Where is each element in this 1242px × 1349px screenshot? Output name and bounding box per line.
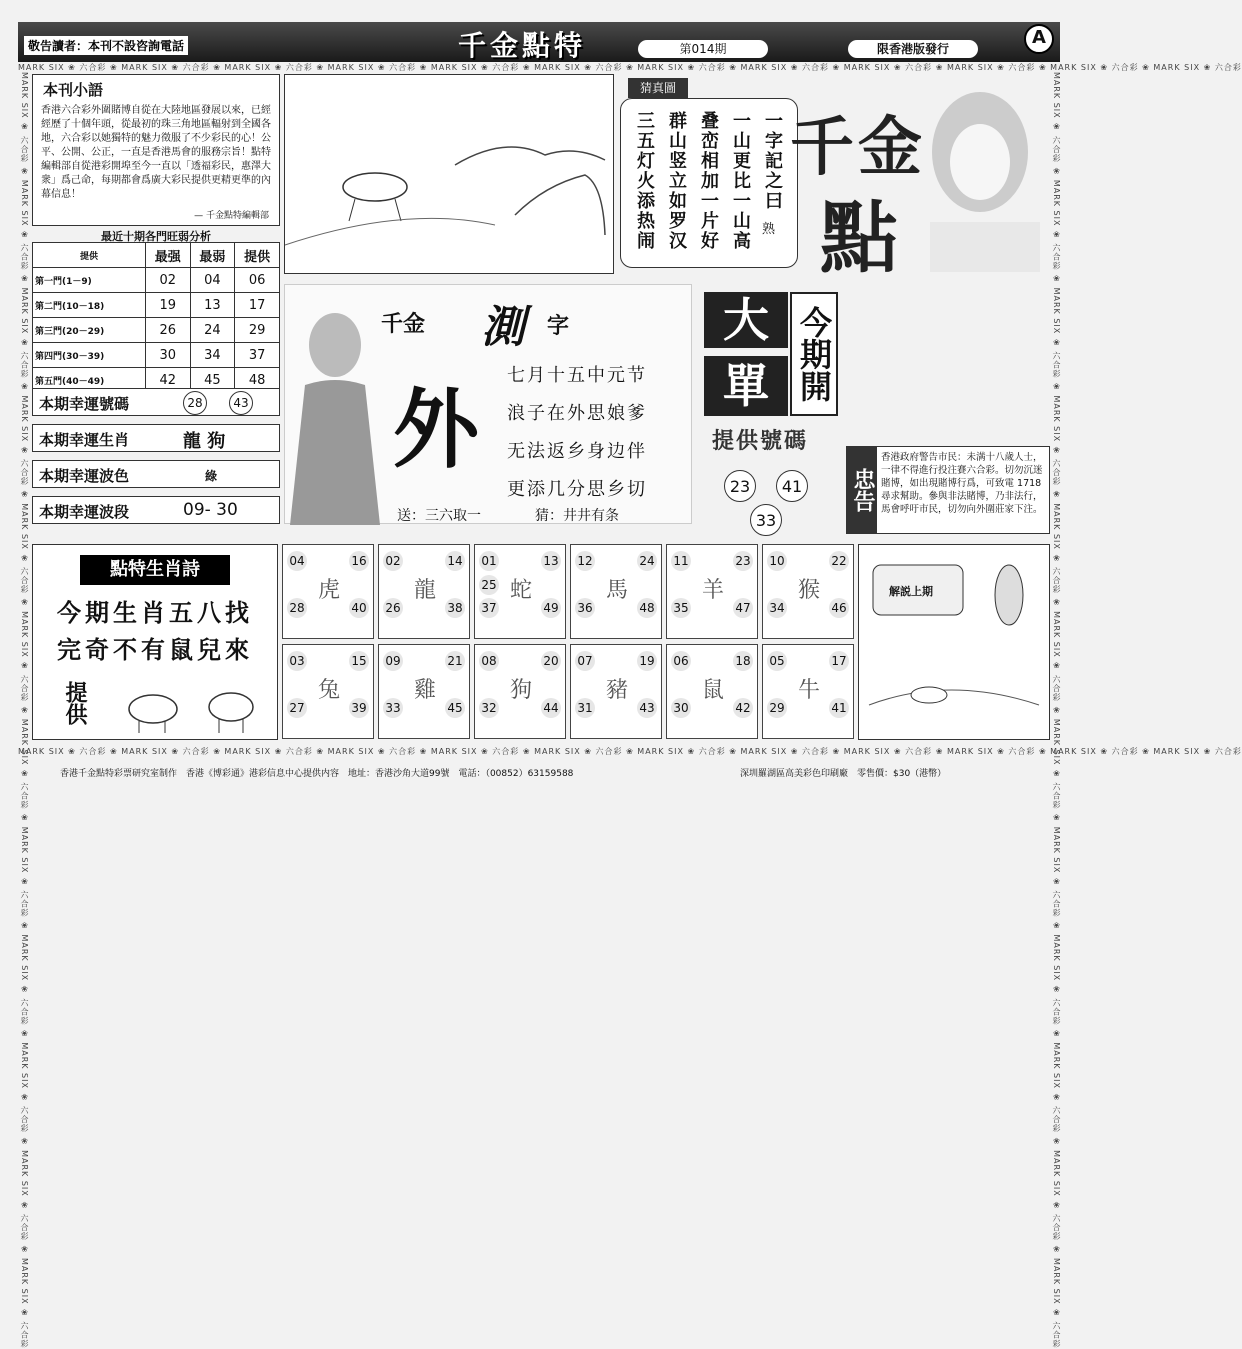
table-row: 第三門(20－29) 26 24 29: [33, 318, 280, 343]
zodiac-animal-icon: 猴: [797, 578, 820, 603]
big-pick-ball: 41: [776, 470, 808, 502]
zodiac-number: 32: [479, 698, 499, 718]
cezi-title: 千金: [381, 312, 426, 337]
zodiac-number: 40: [349, 598, 369, 618]
big-pick-ball: 33: [750, 504, 782, 536]
zodiac-number: 45: [445, 698, 465, 718]
riddle-line: 一字記之曰: [762, 111, 783, 211]
intro-body: 香港六合彩外圍賭博自從在大陸地區發展以來，已經經歷了十個年頭，從最初的珠三角地區輻射到全國各地，六合彩以她獨特的魅力徵服了不少彩民的心！公平、公開、公正，一直是香港馬會的服務宗旨！點特編輯部自從港彩開埠至今一直以「透福彩民，惠澤大衆」爲己命，每期都會爲廣大彩民提供更精更準的內幕信息！: [41, 105, 271, 200]
this-issue-label: 今期開: [790, 292, 838, 416]
lucky-color-row: [32, 460, 280, 488]
table-row: 第二門(10－18) 19 13 17: [33, 293, 280, 318]
zodiac-number: 38: [445, 598, 465, 618]
zodiac-number: 49: [541, 598, 561, 618]
big-pick-ball: 23: [724, 470, 756, 502]
zodiac-number: 19: [637, 651, 657, 671]
zodiac-number: 16: [349, 551, 369, 571]
warning-title: 忠告: [847, 447, 877, 533]
cezi-line: 无法返乡身边伴: [507, 441, 647, 462]
zodiac-number: 44: [541, 698, 561, 718]
zodiac-number: 24: [637, 551, 657, 571]
lucky-number-ball: 43: [229, 391, 253, 415]
header-bar: [18, 22, 1060, 62]
zodiac-cell: [378, 544, 470, 639]
lucky-numbers-row: [32, 388, 280, 416]
zodiac-number: 47: [733, 598, 753, 618]
zodiac-number: 22: [829, 551, 849, 571]
zodiac-cell: [666, 544, 758, 639]
cezi-lines: [507, 361, 647, 501]
zodiac-number: 07: [575, 651, 595, 671]
zodiac-number: 39: [349, 698, 369, 718]
zodiac-animal-icon: 蛇: [509, 578, 532, 603]
zodiac-number: 20: [541, 651, 561, 671]
zodiac-number: 14: [445, 551, 465, 571]
zodiac-animal-icon: 馬: [605, 578, 628, 603]
bottom-mark-six-strip: MARK SIX ❀ 六合彩 ❀ MARK SIX ❀ 六合彩 ❀ MARK SIX ❀ 六合彩 ❀ MARK SIX ❀ 六合彩 ❀ MARK SIX ❀ 六合彩 ❀ MARK SIX ❀ 六合彩 ❀ MARK SIX ❀ 六合彩 ❀ MARK SIX ❀ 六合彩 ❀ MARK SIX ❀ 六合彩 ❀ MARK SIX ❀ 六合彩 ❀ MARK SIX ❀ 六合彩 ❀ MARK SIX ❀ 六合彩: [18, 747, 1242, 756]
zodiac-number: 03: [287, 651, 307, 671]
zodiac-number: 23: [733, 551, 753, 571]
zodiac-cell: [762, 544, 854, 639]
riddle-answer: 熟: [761, 222, 775, 237]
scroll-scholar-illustration: [859, 545, 1047, 737]
cezi-line: 更添几分思乡切: [507, 479, 647, 500]
zodiac-cell: [762, 644, 854, 739]
riddle-line: 群山竖立如罗汉: [666, 111, 687, 251]
table-row: 第一門(1－9) 02 04 06: [33, 268, 280, 293]
zodiac-animal-icon: 豬: [605, 678, 628, 703]
zodiac-number: 25: [479, 575, 499, 595]
ox-sheep-illustration: [113, 675, 273, 735]
top-mark-six-strip: MARK SIX ❀ 六合彩 ❀ MARK SIX ❀ 六合彩 ❀ MARK SIX ❀ 六合彩 ❀ MARK SIX ❀ 六合彩 ❀ MARK SIX ❀ 六合彩 ❀ MARK SIX ❀ 六合彩 ❀ MARK SIX ❀ 六合彩 ❀ MARK SIX ❀ 六合彩 ❀ MARK SIX ❀ 六合彩 ❀ MARK SIX ❀ 六合彩 ❀ MARK SIX ❀ 六合彩 ❀ MARK SIX ❀ 六合彩: [18, 63, 1242, 72]
riddle-tag: 猜真圖: [628, 78, 688, 98]
riddle-line: 三五灯火添热闹: [634, 111, 655, 251]
big-pick-box-2: 單: [704, 356, 788, 416]
footer-right: 深圳羅湖區高美彩色印刷廠 零售價：$30（港幣）: [740, 769, 947, 779]
right-mark-six-strip: MARK SIX ❀ 六合彩 ❀ MARK SIX ❀ 六合彩 ❀ MARK SIX ❀ 六合彩 ❀ MARK SIX ❀ 六合彩 ❀ MARK SIX ❀ 六合彩 ❀ MARK SIX ❀ 六合彩 ❀ MARK SIX ❀ 六合彩 ❀ MARK SIX ❀ 六合彩 ❀ MARK SIX ❀ 六合彩 ❀ MARK SIX ❀ 六合彩 ❀ MARK SIX ❀ 六合彩 ❀ MARK SIX ❀ 六合彩: [1052, 72, 1061, 1349]
zodiac-number: 28: [287, 598, 307, 618]
cezi-title-big: 測: [481, 302, 525, 353]
zodiac-number: 43: [637, 698, 657, 718]
stats-table: [32, 242, 280, 393]
footer-left: 香港千金點特彩票研究室制作 香港《博彩通》港彩信息中心提供内容 地址：香港沙角大道99號 電話：（00852）63159588: [60, 769, 574, 779]
zodiac-number: 12: [575, 551, 595, 571]
zodiac-number: 26: [383, 598, 403, 618]
cezi-line: 七月十五中元节: [507, 365, 647, 386]
lucky-zodiac-label: 本期幸運生肖: [39, 431, 130, 449]
zodiac-number: 13: [541, 551, 561, 571]
zodiac-number: 08: [479, 651, 499, 671]
lucky-zodiac-row: [32, 424, 280, 452]
cezi-send: 送：三六取一: [397, 508, 481, 524]
hk-edition-label: 限香港版發行: [848, 40, 978, 58]
zodiac-number: 46: [829, 598, 849, 618]
zodiac-poem-box: [32, 544, 278, 740]
zodiac-cell: [378, 644, 470, 739]
zodiac-animal-icon: 龍: [413, 578, 436, 603]
zodiac-number: 17: [829, 651, 849, 671]
intro-box: [32, 74, 280, 226]
masthead-title: 千金點特: [458, 29, 587, 62]
zodiac-number: 15: [349, 651, 369, 671]
zodiac-number: 09: [383, 651, 403, 671]
zodiac-animal-icon: 狗: [509, 678, 532, 703]
zodiac-animal-icon: 羊: [701, 578, 724, 603]
table-row: 第五門(40－49) 42 45 48: [33, 368, 280, 393]
zodiac-number: 30: [671, 698, 691, 718]
zodiac-number: 04: [287, 551, 307, 571]
stats-header: 提供: [235, 243, 280, 268]
mountain-goat-drawing: [285, 75, 611, 271]
zodiac-number: 41: [829, 698, 849, 718]
reader-notice: 敬告讀者：本刊不設咨詢電話: [24, 36, 188, 55]
brand-line-2: 點: [820, 193, 899, 284]
zodiac-number: 35: [671, 598, 691, 618]
poem-provide-label: 提供: [62, 681, 87, 725]
zodiac-number: 37: [479, 598, 499, 618]
zodiac-cell: [474, 644, 566, 739]
zodiac-number: 48: [637, 598, 657, 618]
poem-line-1: 今期生肖五八找: [57, 598, 253, 627]
lucky-numbers-label: 本期幸運號碼: [39, 395, 130, 413]
zodiac-cell: [570, 544, 662, 639]
zodiac-animal-icon: 雞: [413, 678, 436, 703]
brand-line-1: 千金: [790, 110, 926, 185]
warning-text: 香港政府警告市民：未满十八歲人士，一律不得進行投注賽六合彩。切勿沉迷賭博，如出現賭博行爲，可致電 1718 尋求幫助。參與非法賭博，乃非法行，馬會呼吁市民，切勿向外圍莊家下注。: [881, 452, 1043, 515]
zodiac-cell: [570, 644, 662, 739]
big-pick-box-1: 大: [704, 292, 788, 348]
zodiac-cell: [282, 544, 374, 639]
edition-letter-badge: A: [1024, 24, 1054, 54]
model-photo: [285, 305, 405, 525]
zodiac-animal-icon: 牛: [797, 678, 820, 703]
riddle-line: 叠峦相加一片好: [698, 111, 719, 251]
lucky-zodiac-value: 龍 狗: [183, 431, 226, 452]
poem-title: 點特生肖詩: [80, 555, 230, 585]
lucky-number-ball: 28: [183, 391, 207, 415]
lucky-color-label: 本期幸運波色: [39, 467, 130, 485]
lucky-color-value: 綠: [205, 469, 218, 483]
zodiac-number: 27: [287, 698, 307, 718]
zodiac-number: 01: [479, 551, 499, 571]
intro-title: 本刊小語: [43, 81, 104, 99]
zodiac-number: 33: [383, 698, 403, 718]
lucky-segment-label: 本期幸運波段: [39, 503, 130, 521]
zodiac-number: 29: [767, 698, 787, 718]
zodiac-number: 31: [575, 698, 595, 718]
zodiac-number-grid: [282, 544, 854, 740]
stats-header: 最强: [145, 243, 190, 268]
cezi-title-end: 字: [547, 314, 570, 339]
cezi-guess: 猜：井井有条: [535, 508, 619, 524]
zodiac-number: 06: [671, 651, 691, 671]
cezi-line: 浪子在外思娘爹: [507, 403, 647, 424]
zodiac-number: 10: [767, 551, 787, 571]
lucky-segment-value: 09- 30: [183, 500, 238, 520]
zodiac-cell: [474, 544, 566, 639]
riddle-line: 一山更比一山高: [730, 111, 751, 251]
zodiac-number: 42: [733, 698, 753, 718]
zodiac-animal-icon: 兔: [317, 678, 340, 703]
zodiac-animal-icon: 鼠: [701, 678, 724, 703]
stats-header: 最弱: [190, 243, 235, 268]
word-test-panel: [284, 284, 692, 524]
zodiac-cell: [666, 644, 758, 739]
intro-signature: — 千金點特編輯部: [194, 211, 269, 221]
zodiac-number: 11: [671, 551, 691, 571]
left-mark-six-strip: MARK SIX ❀ 六合彩 ❀ MARK SIX ❀ 六合彩 ❀ MARK SIX ❀ 六合彩 ❀ MARK SIX ❀ 六合彩 ❀ MARK SIX ❀ 六合彩 ❀ MARK SIX ❀ 六合彩 ❀ MARK SIX ❀ 六合彩 ❀ MARK SIX ❀ 六合彩 ❀ MARK SIX ❀ 六合彩 ❀ MARK SIX ❀ 六合彩 ❀ MARK SIX ❀ 六合彩 ❀ MARK SIX ❀ 六合彩: [20, 72, 29, 1349]
issue-number: 第014期: [638, 40, 768, 58]
table-row: 第四門(30－39) 30 34 37: [33, 343, 280, 368]
stats-corner: 提供: [33, 243, 146, 268]
zodiac-cell: [282, 644, 374, 739]
zodiac-number: 05: [767, 651, 787, 671]
zodiac-animal-icon: 虎: [317, 578, 340, 603]
lucky-segment-row: [32, 496, 280, 524]
door-stats-panel: [32, 228, 280, 386]
provide-numbers-label: 提供號碼: [712, 429, 809, 454]
scroll-caption: 解説上期: [889, 585, 933, 598]
riddle-scroll: [620, 98, 798, 268]
last-issue-panel: [858, 544, 1050, 740]
poem-line-2: 完奇不有鼠兒來: [57, 635, 253, 664]
warning-box: [846, 446, 1050, 534]
cezi-character: 外: [393, 380, 479, 480]
zodiac-number: 02: [383, 551, 403, 571]
riddle-illustration: [284, 74, 614, 274]
model-photo: [900, 72, 1050, 272]
zodiac-number: 34: [767, 598, 787, 618]
stats-title: 最近十期各門旺弱分析: [101, 230, 211, 243]
zodiac-number: 18: [733, 651, 753, 671]
zodiac-number: 21: [445, 651, 465, 671]
zodiac-number: 36: [575, 598, 595, 618]
